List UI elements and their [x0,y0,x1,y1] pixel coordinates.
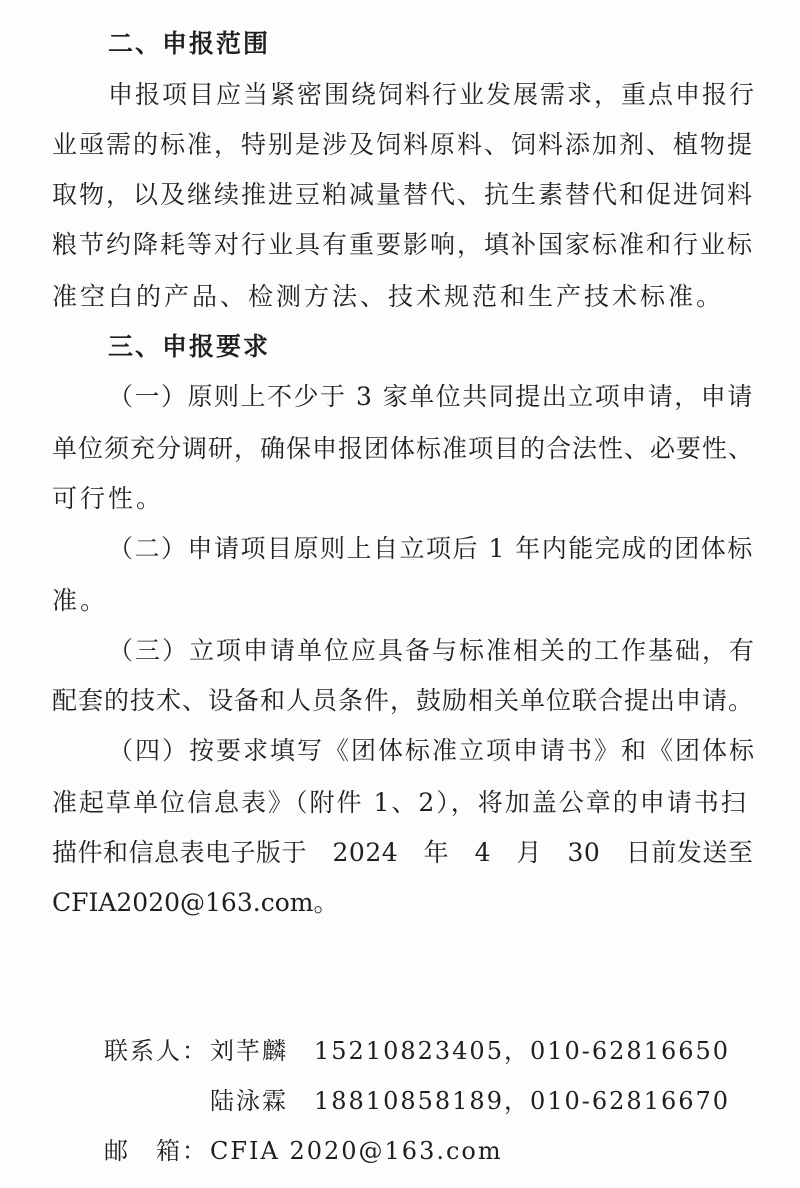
paragraph-line: （四）按要求填写《团体标准立项申请书》和《团体标 [108,736,757,765]
paragraph-line: 准。 [52,586,109,615]
contact-person-1: 刘芊麟 15210823405，010-62816650 [210,1037,731,1065]
paragraph-line: 准空白的产品、检测方法、技术规范和生产技术标准。 [52,282,725,311]
paragraph-line: 业亟需的标准，特别是涉及饲料原料、饲料添加剂、植物提 [52,130,755,159]
paragraph-line: 取物，以及继续推进豆粕减量替代、抗生素替代和促进饲料 [52,180,755,209]
email-address: CFIA 2020@163.com [210,1137,503,1165]
paragraph-line: 描件和信息表电子版于 2024 年 4 月 30 日前发送至 [52,838,754,867]
paragraph-line-email: CFIA2020@163.com。 [52,888,339,917]
paragraph-line: 配套的技术、设备和人员条件，鼓励相关单位联合提出申请。 [52,686,755,715]
contact-label: 联系人： [104,1037,208,1065]
email-label: 邮 箱： [104,1137,208,1165]
section-heading-requirements: 三、申报要求 [108,332,271,361]
section-heading-scope: 二、申报范围 [108,29,271,58]
paragraph-line: （三）立项申请单位应具备与标准相关的工作基础，有 [108,636,757,665]
paragraph-line: （一）原则上不少于 3 家单位共同提出立项申请，申请 [108,382,754,411]
paragraph-line: 可行性。 [52,484,165,513]
paragraph-line: 单位须充分调研，确保申报团体标准项目的合法性、必要性、 [52,434,755,463]
paragraph-line: 准起草单位信息表》（附件 1、2），将加盖公章的申请书扫 [52,788,748,817]
contact-person-2: 陆泳霖 18810858189，010-62816670 [210,1087,731,1115]
paragraph-line: 申报项目应当紧密围绕饲料行业发展需求，重点申报行 [108,80,757,109]
paragraph-line: （二）申请项目原则上自立项后 1 年内能完成的团体标 [108,534,754,563]
paragraph-line: 粮节约降耗等对行业具有重要影响，填补国家标准和行业标 [52,230,755,259]
